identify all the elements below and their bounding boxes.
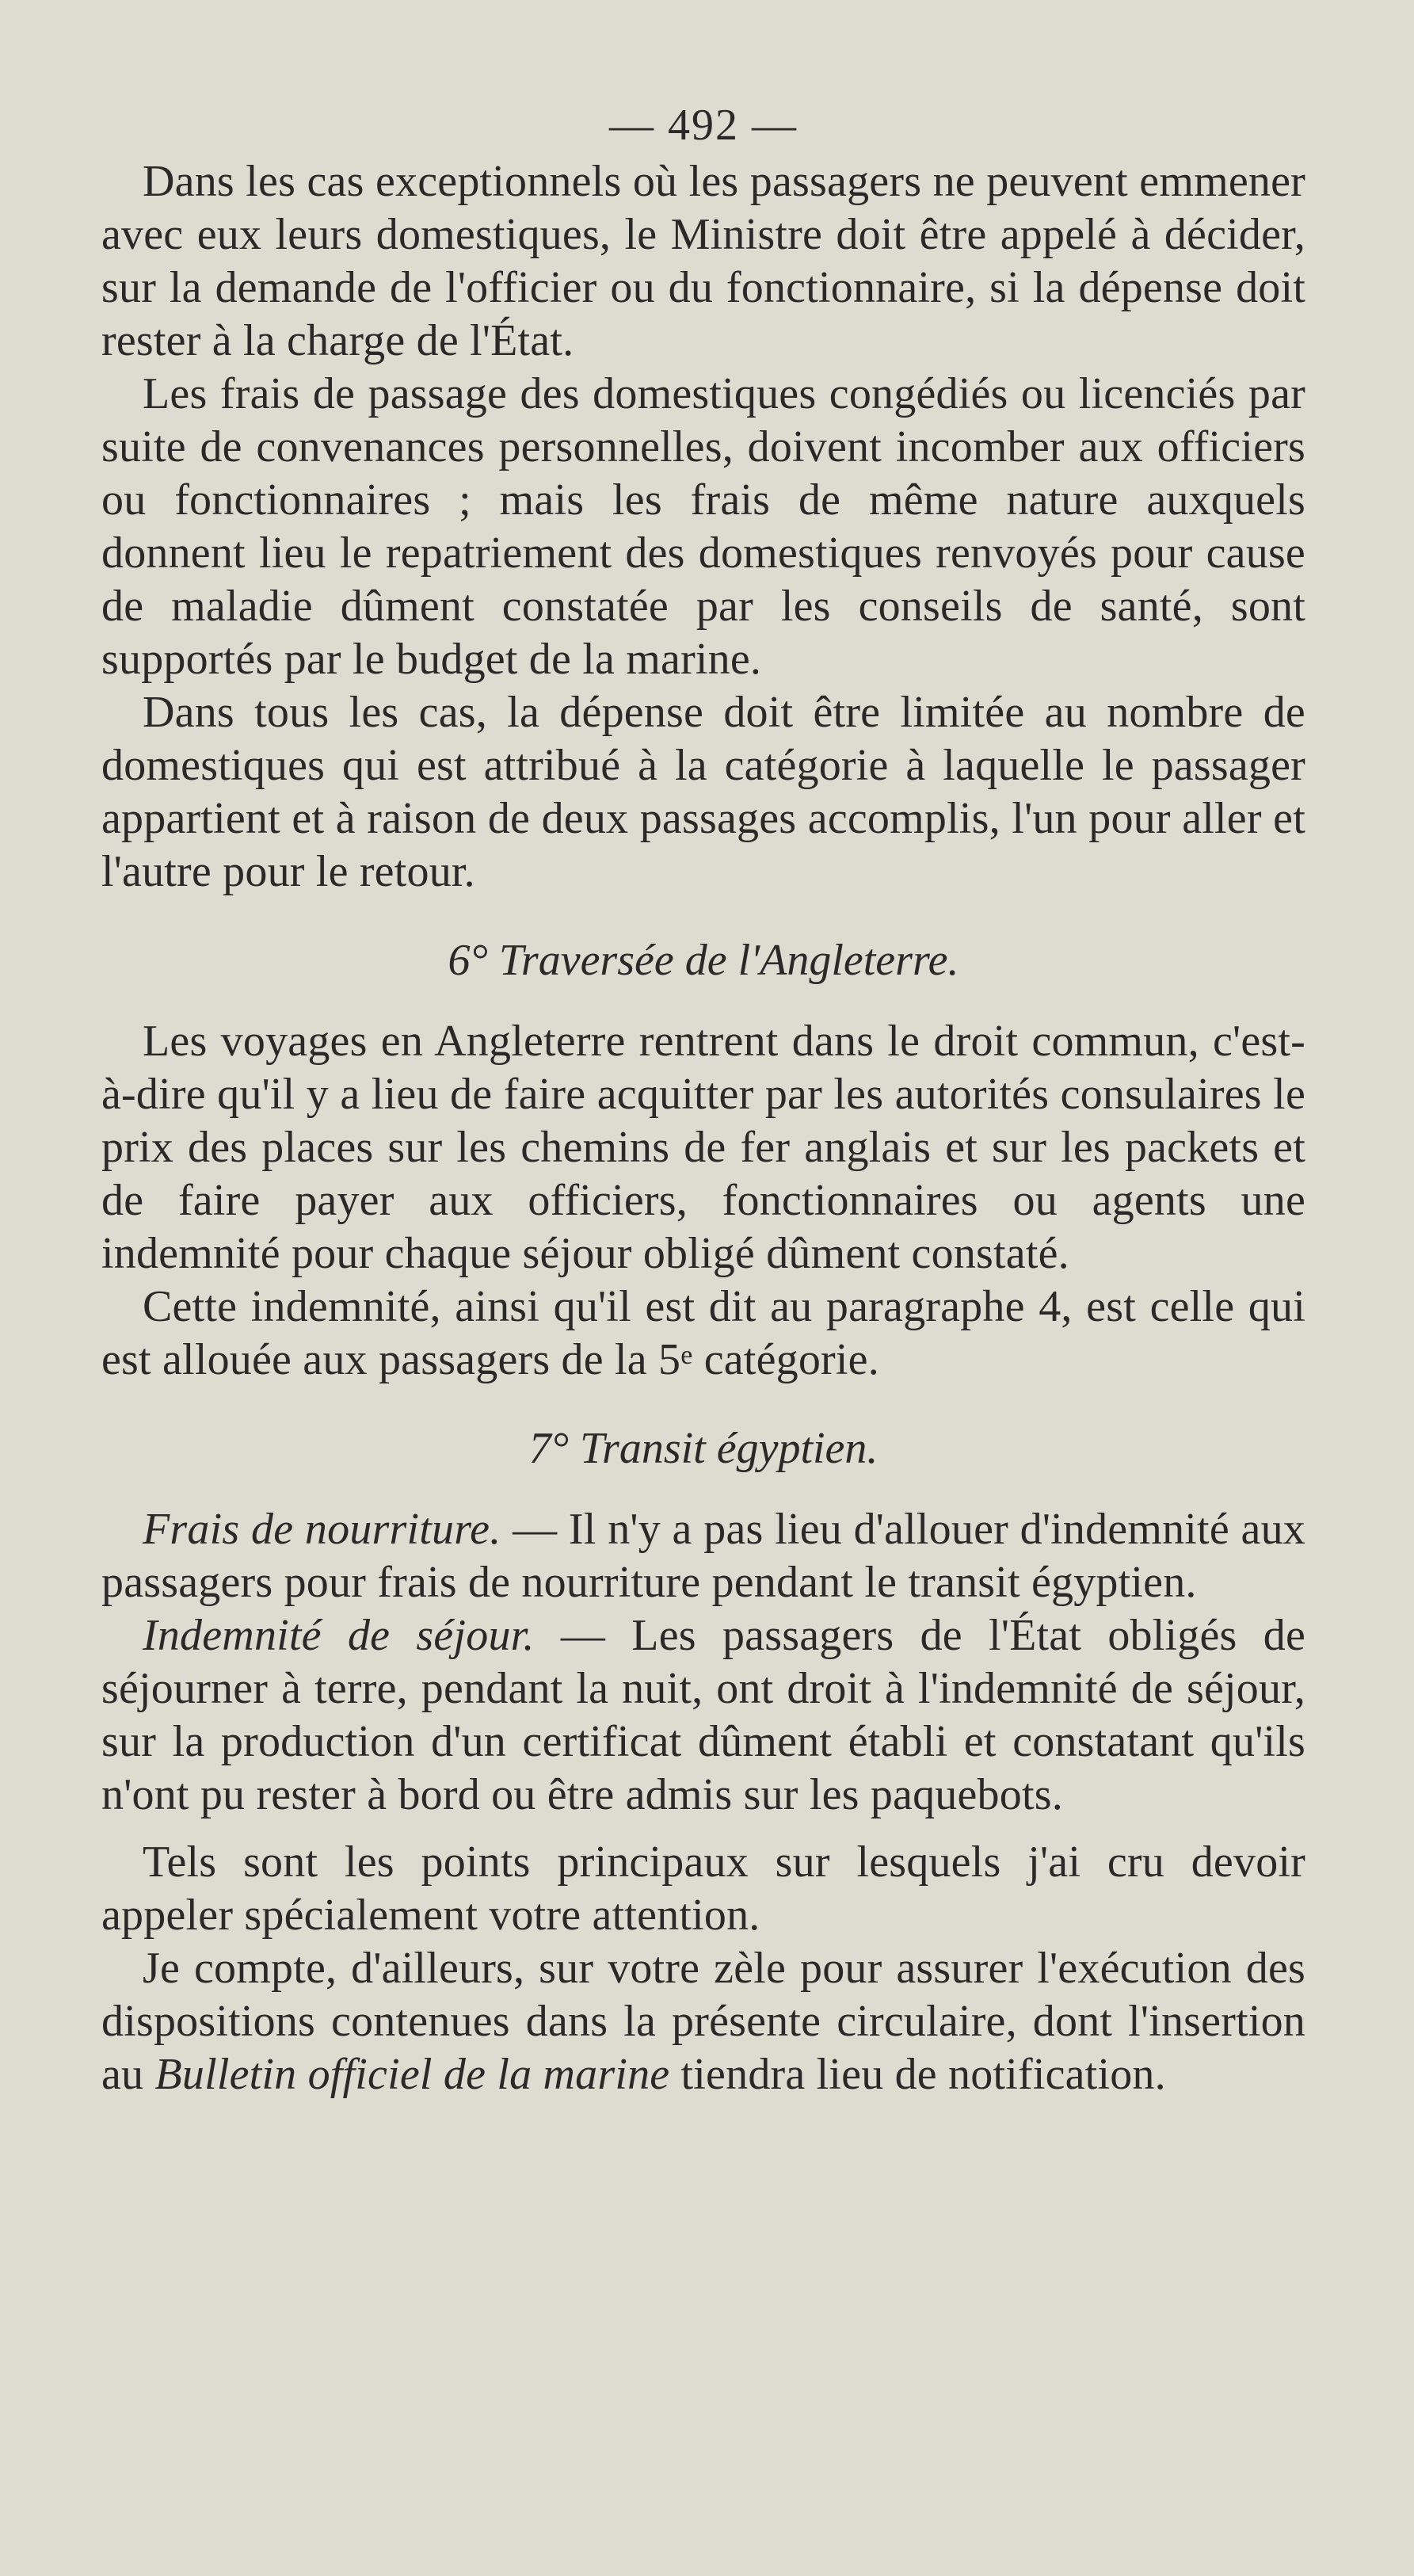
paragraph-exceptional-cases: Dans les cas exceptionnels où les passagers ne peuvent emmener avec eux leurs domestiques, le Ministre doit être appelé à décider, sur la demande de l'officier ou du fonctionnaire, si la dépense doit rester à la charge de l'État. — [101, 157, 1305, 365]
paragraph-england-indemnity — [101, 1280, 1305, 1387]
spacer — [101, 1822, 1305, 1836]
stay-indemnity-text: — Les passagers de l'État obligés de séjourner à terre, pendant la nuit, ont droit à l'indemnité de séjour, sur la production d'un certificat dûment établi et constatant qu'ils n'ont pu rester à bord ou être admis sur les paquebots. — [101, 1611, 1306, 1819]
superscript-e: e — [680, 1341, 693, 1370]
closing-execution-start: Je compte, d'ailleurs, sur votre zèle pour assurer l'exécution des dispositions contenues dans la présente circulaire, dont l'insertion au — [101, 1944, 1305, 2099]
food-costs-text: — Il n'y a pas lieu d'allouer d'indemnité aux passagers pour frais de nourriture pendant le transit égyptien. — [101, 1505, 1305, 1607]
england-indemnity-end: catégorie. — [692, 1335, 879, 1384]
closing-execution-end: tiendra lieu de notification. — [669, 2050, 1166, 2099]
paragraph-stay-indemnity — [101, 1609, 1305, 1822]
document-page — [101, 101, 1305, 2101]
page-number: — 492 — — [609, 101, 798, 150]
section-heading-egypt: 7° Transit égyptien. — [528, 1424, 879, 1473]
england-indemnity-text: Cette indemnité, ainsi qu'il est dit au paragraphe 4, est celle qui est allouée aux passagers de la 5 — [101, 1282, 1305, 1384]
paragraph-closing-points: Tels sont les points principaux sur lesquels j'ai cru devoir appeler spécialement votre attention. — [101, 1838, 1305, 1940]
bulletin-title: Bulletin officiel de la marine — [154, 2050, 670, 2099]
stay-indemnity-lead: Indemnité de séjour. — [143, 1611, 535, 1660]
paragraph-dismissed-servants: Les frais de passage des domestiques congédiés ou licenciés par suite de convenances personnelles, doivent incomber aux officiers ou fonctionnaires ; mais les frais de même nature auxquels donnent lieu le repatriement des domestiques renvoyés pour cause de maladie dûment constatée par les conseils de santé, sont supportés par le budget de la marine. — [101, 369, 1305, 684]
paragraph-expense-limit: Dans tous les cas, la dépense doit être limitée au nombre de domestiques qui est attribué à la catégorie à laquelle le passager appartient et à raison de deux passages accomplis, l'un pour aller et l'autre pour le retour. — [101, 688, 1305, 896]
paragraph-food-costs — [101, 1503, 1305, 1609]
paragraph-closing-execution — [101, 1942, 1305, 2101]
food-costs-lead: Frais de nourriture. — [143, 1505, 501, 1554]
section-heading-england: 6° Traversée de l'Angleterre. — [448, 936, 959, 985]
paragraph-england-travel: Les voyages en Angleterre rentrent dans le droit commun, c'est-à-dire qu'il y a lieu de faire acquitter par les autorités consulaires le prix des places sur les chemins de fer anglais et sur les packets et de faire payer aux officiers, fonctionnaires ou agents une indemnité pour chaque séjour obligé dûment constaté. — [101, 1017, 1305, 1278]
